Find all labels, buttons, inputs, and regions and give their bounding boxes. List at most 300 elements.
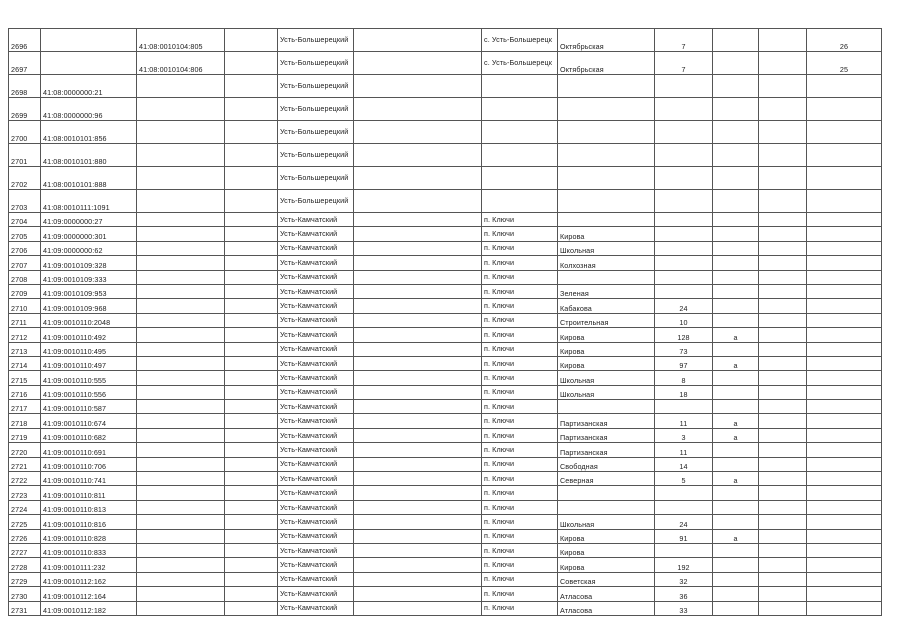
- table-row: [9, 256, 882, 270]
- cell-settlement: [482, 167, 558, 190]
- cell-empty: [225, 167, 278, 190]
- cell-empty: [225, 356, 278, 370]
- cell-empty: [225, 601, 278, 615]
- cell-house: 73: [655, 342, 713, 356]
- cell-street: Кирова: [558, 529, 655, 543]
- cell-apartment: [807, 313, 882, 327]
- cell-empty: [225, 572, 278, 586]
- cell-empty: [225, 313, 278, 327]
- cell-empty: [759, 167, 807, 190]
- cell-street: [558, 500, 655, 514]
- table-row: [9, 342, 882, 356]
- cell-street: [558, 144, 655, 167]
- cell-cadastral-number-2: [137, 284, 225, 298]
- cell-house: 14: [655, 457, 713, 471]
- cell-empty: [225, 52, 278, 75]
- cell-district: Усть-Камчатский: [278, 241, 354, 255]
- cell-district: Усть-Камчатский: [278, 299, 354, 313]
- cell-cadastral-number: 41:08:0010101:888: [41, 167, 137, 190]
- cell-empty: [354, 587, 482, 601]
- cell-empty: [354, 472, 482, 486]
- cell-empty: [759, 486, 807, 500]
- cell-settlement: п. Ключи: [482, 443, 558, 457]
- cell-district: Усть-Камчатский: [278, 342, 354, 356]
- cell-apartment: [807, 515, 882, 529]
- cell-empty: [354, 457, 482, 471]
- table-row: [9, 299, 882, 313]
- cell-apartment: [807, 371, 882, 385]
- cell-district: Усть-Большерецкий: [278, 98, 354, 121]
- cell-street: [558, 190, 655, 213]
- cell-district: Усть-Камчатский: [278, 400, 354, 414]
- cell-building-letter: [713, 572, 759, 586]
- cell-empty: [759, 443, 807, 457]
- cell-empty: [354, 144, 482, 167]
- cell-street: Школьная: [558, 371, 655, 385]
- cell-empty: [225, 558, 278, 572]
- cell-building-letter: [713, 601, 759, 615]
- cell-house: 10: [655, 313, 713, 327]
- cell-apartment: [807, 486, 882, 500]
- table-row: [9, 529, 882, 543]
- cell-street: Октябрьская: [558, 52, 655, 75]
- cell-empty: [225, 29, 278, 52]
- cell-empty: [354, 342, 482, 356]
- table-row: [9, 75, 882, 98]
- cell-empty: [759, 572, 807, 586]
- cell-district: Усть-Камчатский: [278, 313, 354, 327]
- cell-cadastral-number-2: [137, 144, 225, 167]
- cell-cadastral-number: 41:08:0000000:21: [41, 75, 137, 98]
- cell-building-letter: [713, 558, 759, 572]
- cell-cadastral-number: 41:08:0000000:96: [41, 98, 137, 121]
- cell-district: Усть-Большерецкий: [278, 190, 354, 213]
- cell-district: Усть-Камчатский: [278, 328, 354, 342]
- cell-building-letter: а: [713, 328, 759, 342]
- cell-empty: [354, 256, 482, 270]
- cell-cadastral-number: 41:09:0010110:828: [41, 529, 137, 543]
- cell-row-number: 2725: [9, 515, 41, 529]
- cell-house: 18: [655, 385, 713, 399]
- table-row: [9, 443, 882, 457]
- cell-building-letter: [713, 299, 759, 313]
- cell-settlement: п. Ключи: [482, 385, 558, 399]
- cell-apartment: [807, 529, 882, 543]
- cell-apartment: [807, 400, 882, 414]
- table-row: [9, 98, 882, 121]
- cell-empty: [354, 371, 482, 385]
- cell-row-number: 2715: [9, 371, 41, 385]
- table-row: [9, 167, 882, 190]
- cell-house: [655, 144, 713, 167]
- cell-cadastral-number-2: [137, 241, 225, 255]
- cell-building-letter: [713, 400, 759, 414]
- cell-empty: [759, 529, 807, 543]
- cell-settlement: п. Ключи: [482, 284, 558, 298]
- cell-house: [655, 284, 713, 298]
- cell-row-number: 2730: [9, 587, 41, 601]
- cell-street: Школьная: [558, 515, 655, 529]
- cell-apartment: 26: [807, 29, 882, 52]
- cell-empty: [354, 500, 482, 514]
- cell-empty: [759, 371, 807, 385]
- cell-empty: [354, 400, 482, 414]
- cell-cadastral-number-2: [137, 121, 225, 144]
- cell-apartment: [807, 75, 882, 98]
- cell-empty: [354, 572, 482, 586]
- cell-settlement: с. Усть-Большерецк: [482, 52, 558, 75]
- cell-district: Усть-Большерецкий: [278, 121, 354, 144]
- cell-empty: [225, 457, 278, 471]
- cell-apartment: [807, 457, 882, 471]
- cell-row-number: 2708: [9, 270, 41, 284]
- cell-empty: [759, 284, 807, 298]
- cell-row-number: 2710: [9, 299, 41, 313]
- cell-street: Кирова: [558, 227, 655, 241]
- cell-row-number: 2727: [9, 543, 41, 557]
- cell-district: Усть-Камчатский: [278, 572, 354, 586]
- cell-row-number: 2711: [9, 313, 41, 327]
- table-row: [9, 500, 882, 514]
- cell-cadastral-number-2: [137, 270, 225, 284]
- cell-street: Атласова: [558, 601, 655, 615]
- cell-cadastral-number-2: [137, 443, 225, 457]
- cell-district: Усть-Камчатский: [278, 443, 354, 457]
- cell-empty: [354, 385, 482, 399]
- cell-empty: [225, 400, 278, 414]
- cell-empty: [225, 529, 278, 543]
- registry-table: [8, 28, 882, 616]
- cell-settlement: п. Ключи: [482, 241, 558, 255]
- cell-settlement: п. Ключи: [482, 414, 558, 428]
- cell-cadastral-number: 41:09:0010110:497: [41, 356, 137, 370]
- cell-settlement: п. Ключи: [482, 428, 558, 442]
- cell-empty: [759, 299, 807, 313]
- cell-row-number: 2706: [9, 241, 41, 255]
- cell-settlement: [482, 98, 558, 121]
- cell-cadastral-number: 41:08:0010101:856: [41, 121, 137, 144]
- cell-cadastral-number-2: [137, 75, 225, 98]
- cell-street: [558, 213, 655, 227]
- cell-building-letter: а: [713, 472, 759, 486]
- cell-apartment: [807, 270, 882, 284]
- cell-apartment: [807, 500, 882, 514]
- cell-building-letter: [713, 515, 759, 529]
- cell-cadastral-number: 41:09:0010112:162: [41, 572, 137, 586]
- cell-cadastral-number: 41:08:0010111:1091: [41, 190, 137, 213]
- cell-building-letter: [713, 256, 759, 270]
- cell-settlement: [482, 144, 558, 167]
- cell-cadastral-number: 41:09:0010110:833: [41, 543, 137, 557]
- cell-empty: [354, 601, 482, 615]
- cell-district: Усть-Камчатский: [278, 601, 354, 615]
- cell-building-letter: [713, 543, 759, 557]
- cell-apartment: [807, 558, 882, 572]
- cell-settlement: [482, 75, 558, 98]
- cell-empty: [354, 558, 482, 572]
- cell-street: Кирова: [558, 558, 655, 572]
- cell-building-letter: [713, 371, 759, 385]
- cell-empty: [759, 241, 807, 255]
- table-row: [9, 270, 882, 284]
- cell-row-number: 2718: [9, 414, 41, 428]
- cell-district: Усть-Большерецкий: [278, 29, 354, 52]
- table-row: [9, 284, 882, 298]
- cell-empty: [759, 558, 807, 572]
- table-row: [9, 213, 882, 227]
- table-row: [9, 190, 882, 213]
- cell-empty: [759, 256, 807, 270]
- cell-empty: [354, 299, 482, 313]
- cell-house: [655, 190, 713, 213]
- cell-cadastral-number-2: [137, 313, 225, 327]
- cell-house: [655, 121, 713, 144]
- cell-cadastral-number: 41:09:0010110:492: [41, 328, 137, 342]
- table-row: [9, 371, 882, 385]
- cell-street: [558, 486, 655, 500]
- table-row: [9, 428, 882, 442]
- cell-empty: [225, 342, 278, 356]
- cell-building-letter: а: [713, 356, 759, 370]
- cell-empty: [759, 515, 807, 529]
- cell-row-number: 2716: [9, 385, 41, 399]
- cell-cadastral-number-2: [137, 328, 225, 342]
- cell-row-number: 2702: [9, 167, 41, 190]
- cell-cadastral-number-2: [137, 385, 225, 399]
- cell-district: Усть-Камчатский: [278, 270, 354, 284]
- cell-district: Усть-Большерецкий: [278, 167, 354, 190]
- cell-empty: [225, 241, 278, 255]
- cell-street: [558, 75, 655, 98]
- cell-house: 8: [655, 371, 713, 385]
- cell-street: Партизанская: [558, 443, 655, 457]
- cell-apartment: [807, 167, 882, 190]
- cell-street: Советская: [558, 572, 655, 586]
- cell-empty: [354, 190, 482, 213]
- cell-empty: [225, 270, 278, 284]
- cell-empty: [759, 400, 807, 414]
- cell-apartment: [807, 414, 882, 428]
- cell-empty: [354, 414, 482, 428]
- cell-empty: [759, 121, 807, 144]
- cell-house: 97: [655, 356, 713, 370]
- cell-apartment: [807, 284, 882, 298]
- cell-apartment: [807, 385, 882, 399]
- table-row: [9, 601, 882, 615]
- cell-row-number: 2697: [9, 52, 41, 75]
- cell-settlement: п. Ключи: [482, 529, 558, 543]
- cell-district: Усть-Большерецкий: [278, 144, 354, 167]
- cell-cadastral-number: 41:09:0010109:328: [41, 256, 137, 270]
- cell-settlement: п. Ключи: [482, 213, 558, 227]
- cell-cadastral-number: 41:09:0010110:495: [41, 342, 137, 356]
- cell-street: Строительная: [558, 313, 655, 327]
- cell-cadastral-number-2: [137, 558, 225, 572]
- cell-empty: [759, 190, 807, 213]
- cell-row-number: 2704: [9, 213, 41, 227]
- cell-house: [655, 227, 713, 241]
- cell-settlement: п. Ключи: [482, 328, 558, 342]
- cell-row-number: 2728: [9, 558, 41, 572]
- cell-street: Октябрьская: [558, 29, 655, 52]
- cell-empty: [759, 29, 807, 52]
- cell-building-letter: а: [713, 428, 759, 442]
- cell-row-number: 2707: [9, 256, 41, 270]
- cell-cadastral-number: 41:09:0010110:556: [41, 385, 137, 399]
- cell-cadastral-number: 41:09:0000000:27: [41, 213, 137, 227]
- cell-row-number: 2703: [9, 190, 41, 213]
- cell-empty: [354, 328, 482, 342]
- cell-settlement: п. Ключи: [482, 270, 558, 284]
- cell-apartment: [807, 299, 882, 313]
- cell-row-number: 2701: [9, 144, 41, 167]
- cell-street: Кирова: [558, 356, 655, 370]
- cell-row-number: 2726: [9, 529, 41, 543]
- cell-cadastral-number: 41:09:0010110:816: [41, 515, 137, 529]
- cell-empty: [354, 167, 482, 190]
- cell-street: Северная: [558, 472, 655, 486]
- cell-row-number: 2720: [9, 443, 41, 457]
- cell-building-letter: а: [713, 414, 759, 428]
- cell-empty: [225, 284, 278, 298]
- cell-row-number: 2724: [9, 500, 41, 514]
- cell-cadastral-number: 41:09:0010110:741: [41, 472, 137, 486]
- cell-settlement: п. Ключи: [482, 371, 558, 385]
- cell-empty: [759, 328, 807, 342]
- cell-cadastral-number-2: [137, 400, 225, 414]
- cell-settlement: п. Ключи: [482, 543, 558, 557]
- cell-building-letter: [713, 241, 759, 255]
- cell-house: 32: [655, 572, 713, 586]
- cell-cadastral-number: 41:09:0010110:587: [41, 400, 137, 414]
- cell-empty: [225, 443, 278, 457]
- cell-row-number: 2700: [9, 121, 41, 144]
- cell-cadastral-number-2: 41:08:0010104:805: [137, 29, 225, 52]
- cell-cadastral-number-2: [137, 299, 225, 313]
- cell-district: Усть-Камчатский: [278, 515, 354, 529]
- cell-street: [558, 400, 655, 414]
- cell-street: Колхозная: [558, 256, 655, 270]
- cell-cadastral-number: [41, 29, 137, 52]
- cell-cadastral-number: 41:09:0010109:333: [41, 270, 137, 284]
- cell-house: [655, 75, 713, 98]
- cell-empty: [225, 428, 278, 442]
- cell-building-letter: [713, 121, 759, 144]
- cell-empty: [354, 213, 482, 227]
- cell-cadastral-number-2: [137, 98, 225, 121]
- cell-district: Усть-Камчатский: [278, 558, 354, 572]
- cell-house: [655, 213, 713, 227]
- cell-empty: [225, 144, 278, 167]
- cell-empty: [354, 121, 482, 144]
- cell-street: [558, 98, 655, 121]
- cell-street: Атласова: [558, 587, 655, 601]
- cell-street: [558, 270, 655, 284]
- table-row: [9, 385, 882, 399]
- cell-row-number: 2731: [9, 601, 41, 615]
- cell-empty: [225, 515, 278, 529]
- cell-settlement: п. Ключи: [482, 472, 558, 486]
- cell-street: Школьная: [558, 385, 655, 399]
- table-row: [9, 472, 882, 486]
- cell-cadastral-number-2: [137, 256, 225, 270]
- cell-empty: [354, 515, 482, 529]
- cell-settlement: п. Ключи: [482, 486, 558, 500]
- cell-empty: [225, 587, 278, 601]
- table-row: [9, 313, 882, 327]
- cell-apartment: [807, 443, 882, 457]
- cell-empty: [354, 75, 482, 98]
- cell-empty: [354, 356, 482, 370]
- cell-cadastral-number-2: [137, 472, 225, 486]
- cell-cadastral-number-2: [137, 457, 225, 471]
- cell-empty: [759, 313, 807, 327]
- cell-settlement: п. Ключи: [482, 572, 558, 586]
- cell-empty: [759, 144, 807, 167]
- cell-settlement: п. Ключи: [482, 400, 558, 414]
- cell-house: 24: [655, 515, 713, 529]
- cell-house: 192: [655, 558, 713, 572]
- cell-settlement: п. Ключи: [482, 558, 558, 572]
- cell-row-number: 2699: [9, 98, 41, 121]
- cell-settlement: с. Усть-Большерецк: [482, 29, 558, 52]
- cell-district: Усть-Камчатский: [278, 529, 354, 543]
- table-row: [9, 400, 882, 414]
- table-row: [9, 29, 882, 52]
- table-row: [9, 572, 882, 586]
- cell-building-letter: [713, 270, 759, 284]
- cell-settlement: п. Ключи: [482, 601, 558, 615]
- cell-empty: [759, 356, 807, 370]
- cell-empty: [225, 190, 278, 213]
- table-row: [9, 328, 882, 342]
- cell-house: [655, 543, 713, 557]
- cell-house: [655, 256, 713, 270]
- cell-empty: [225, 121, 278, 144]
- cell-cadastral-number: 41:08:0010101:880: [41, 144, 137, 167]
- cell-row-number: 2729: [9, 572, 41, 586]
- cell-cadastral-number-2: [137, 587, 225, 601]
- cell-district: Усть-Камчатский: [278, 428, 354, 442]
- cell-empty: [225, 328, 278, 342]
- cell-apartment: [807, 98, 882, 121]
- cell-district: Усть-Камчатский: [278, 414, 354, 428]
- cell-empty: [759, 414, 807, 428]
- table-row: [9, 587, 882, 601]
- cell-house: [655, 167, 713, 190]
- cell-empty: [354, 543, 482, 557]
- cell-apartment: [807, 256, 882, 270]
- table-row: [9, 558, 882, 572]
- cell-empty: [354, 428, 482, 442]
- cell-house: [655, 400, 713, 414]
- table-row: [9, 543, 882, 557]
- cell-empty: [759, 213, 807, 227]
- cell-empty: [759, 543, 807, 557]
- cell-cadastral-number: 41:09:0010110:2048: [41, 313, 137, 327]
- cell-house: [655, 241, 713, 255]
- cell-house: 91: [655, 529, 713, 543]
- cell-house: 11: [655, 443, 713, 457]
- cell-empty: [225, 414, 278, 428]
- cell-house: [655, 486, 713, 500]
- cell-empty: [354, 227, 482, 241]
- cell-row-number: 2709: [9, 284, 41, 298]
- cell-cadastral-number: 41:09:0010109:953: [41, 284, 137, 298]
- cell-settlement: [482, 121, 558, 144]
- cell-house: 11: [655, 414, 713, 428]
- cell-empty: [759, 385, 807, 399]
